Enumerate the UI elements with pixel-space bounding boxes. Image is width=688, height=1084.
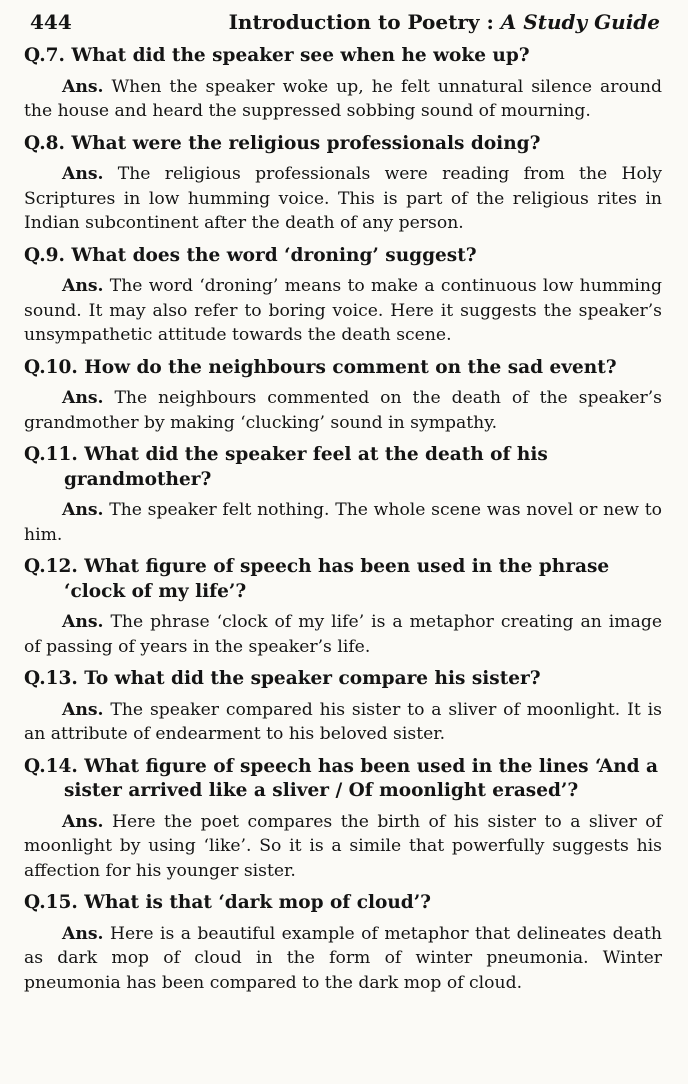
answer-label: Ans. (62, 276, 104, 296)
answer-text: The word ‘droning’ means to make a continuous low humming sound. It may also refer to boring voice. Here it suggests the speaker’s unsympathetic attitude towards the death scene. (24, 276, 662, 345)
answer-label: Ans. (62, 923, 104, 944)
answer-text: The speaker felt nothing. The whole scene was novel or new to him. (24, 500, 663, 545)
page-header (24, 0, 662, 44)
answer-label: Ans. (62, 500, 104, 520)
running-head (229, 10, 660, 34)
qa-item-14 (24, 755, 662, 884)
qa-item-9 (24, 244, 662, 348)
answer (24, 386, 662, 435)
question: Q.12. What figure of speech has been used in the phrase ‘clock of my life’? (24, 556, 610, 602)
answer (24, 698, 662, 747)
qa-item-13 (24, 667, 662, 747)
answer (24, 75, 662, 124)
answer (24, 498, 662, 547)
answer-label: Ans. (62, 388, 104, 408)
answer-text: The speaker compared his sister to a sliver of moonlight. It is an attribute of endearment to his beloved sister. (24, 699, 662, 744)
qa-item-12 (24, 555, 662, 659)
answer (24, 810, 662, 884)
question: Q.7. What did the speaker see when he woke up? (24, 45, 530, 66)
book-subtitle: A Study Guide (500, 10, 660, 34)
answer-text: The neighbours commented on the death of the speaker’s grandmother by making ‘clucking’ sound in sympathy. (24, 388, 663, 433)
answer-text: The religious professionals were reading from the Holy Scriptures in low humming voice. This is part of the religious rites in Indian subcontinent after the death of any person. (24, 164, 662, 233)
question: Q.11. What did the speaker feel at the death of his grandmother? (24, 444, 548, 490)
answer-text: Here the poet compares the birth of his sister to a sliver of moonlight by using ‘like’. So it is a simile that powerfully suggests his affection for his younger sister. (24, 811, 663, 881)
question: Q.8. What were the religious professionals doing? (24, 132, 541, 154)
page-number: 444 (30, 10, 72, 34)
question: Q.13. To what did the speaker compare his sister? (24, 668, 541, 689)
question: Q.15. What is that ‘dark mop of cloud’? (24, 892, 432, 913)
answer-label: Ans. (62, 699, 104, 720)
qa-item-7 (24, 44, 662, 124)
answer (24, 162, 662, 236)
question: Q.9. What does the word ‘droning’ suggest? (24, 244, 477, 266)
answer (24, 274, 662, 348)
answer-label: Ans. (62, 76, 104, 97)
answer (24, 610, 662, 659)
question: Q.10. How do the neighbours comment on the sad event? (24, 356, 617, 378)
answer-text: When the speaker woke up, he felt unnatural silence around the house and heard the suppressed sobbing sound of mourning. (24, 76, 662, 121)
answer-label: Ans. (62, 164, 104, 184)
answer (24, 922, 662, 996)
qa-item-15 (24, 891, 662, 995)
qa-item-8 (24, 132, 662, 236)
qa-list (24, 44, 662, 995)
qa-item-10 (24, 356, 662, 436)
question: Q.14. What figure of speech has been used in the lines ‘And a sister arrived like a sliver / Of moonlight erased’? (24, 755, 659, 801)
answer-label: Ans. (62, 612, 104, 632)
qa-item-11 (24, 443, 662, 547)
book-title: Introduction to Poetry : (228, 10, 501, 34)
answer-label: Ans. (62, 811, 104, 832)
answer-text: The phrase ‘clock of my life’ is a metaphor creating an image of passing of years in the speaker’s life. (24, 612, 663, 657)
answer-text: Here is a beautiful example of metaphor that delineates death as dark mop of cloud in the form of winter pneumonia. Winter pneumonia has been compared to the dark mop of cloud. (24, 923, 662, 993)
